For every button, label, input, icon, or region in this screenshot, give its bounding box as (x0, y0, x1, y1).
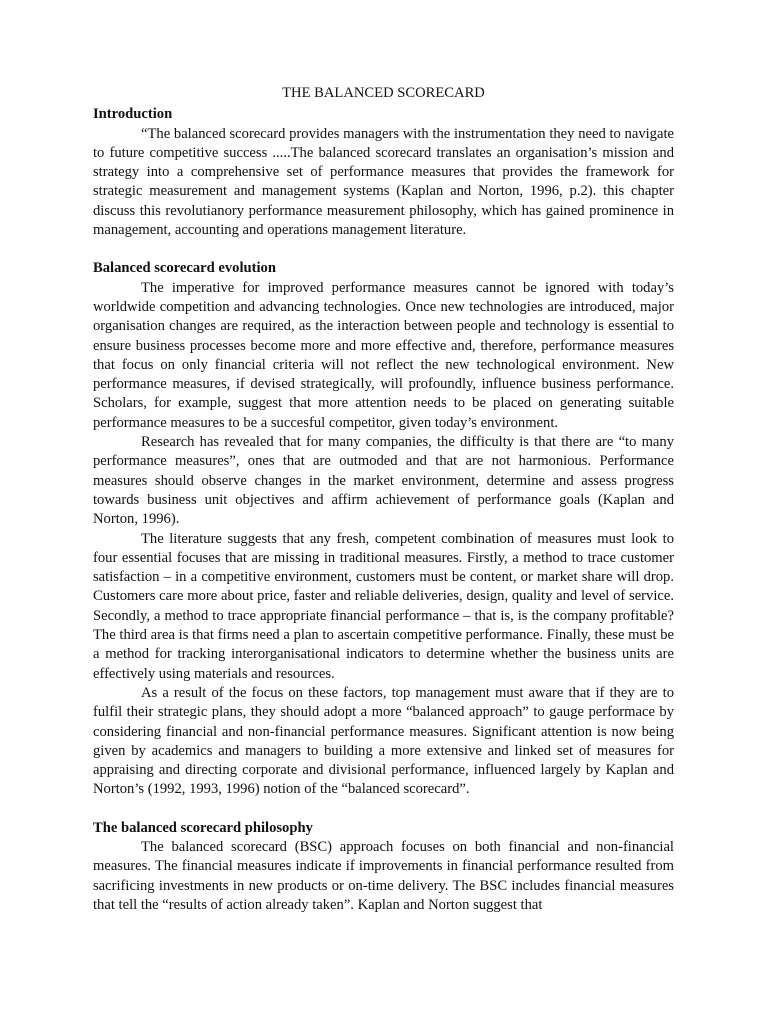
section-gap (93, 240, 674, 259)
section-heading-introduction: Introduction (93, 106, 173, 123)
paragraph: As a result of the focus on these factors, top management must aware that if they are to fulfil their strategic plans, they should adopt a more “balanced approach” to gauge performace by considering financial and non-financial performance measures. Significant attention is now being given by academics and managers to building a more extensive and linked set of measures for appraising and directing corporate and divisional performance, influenced largely by Kaplan and Norton’s (1992, 1993, 1996) notion of the “balanced scorecard”. (93, 684, 674, 798)
paragraph: The imperative for improved performance measures cannot be ignored with today’s worldwide competition and advancing technologies. Once new technologies are introduced, major organisation changes are required, as the interaction between people and technology is essential to ensure business processes become more and more effective and, therefore, performance measures that focus on only financial criteria will not reflect the new technological environment. New performance measures, if devised strategically, will profoundly, influence business performance. Scholars, for example, suggest that more attention needs to be placed on generating suitable performance measures to be a succesful competitor, given today’s environment. (93, 279, 674, 431)
paragraph: Research has revealed that for many companies, the difficulty is that there are “to many performance measures”, ones that are outmoded and that are not harmonious. Performance measures should observe changes in the market environment, determine and assess progress towards business unit objectives and affirm achievement of performance goals (Kaplan and Norton, 1996). (93, 434, 674, 528)
document-title: THE BALANCED SCORECARD (282, 85, 485, 101)
document-page (93, 84, 674, 915)
section-heading-philosophy: The balanced scorecard philosophy (93, 819, 313, 836)
paragraph: “The balanced scorecard provides managers with the instrumentation they need to navigate to future competitive success .....The balanced scorecard translates an organisation’s mission and strategy into a comprehensive set of performance measures that provides the framework for strategic measurement and management systems (Kaplan and Norton, 1996, p.2). this chapter discuss this revolutianory performance measurement philosophy, which has gained prominence in management, accounting and operations management literature. (93, 125, 674, 239)
section-heading-evolution: Balanced scorecard evolution (93, 260, 276, 277)
paragraph: The balanced scorecard (BSC) approach focuses on both financial and non-financial measures. The financial measures indicate if improvements in financial performance resulted from sacrificing investments in new products or on-time delivery. The BSC includes financial measures that tell the “results of action already taken”. Kaplan and Norton suggest that (93, 838, 674, 913)
section-gap (93, 800, 674, 819)
paragraph: The literature suggests that any fresh, competent combination of measures must look to four essential focuses that are missing in traditional measures. Firstly, a method to trace customer satisfaction – in a competitive environment, customers must be content, or market share will drop. Customers care more about price, faster and reliable deliveries, design, quality and level of service. Secondly, a method to trace appropriate financial performance – that is, is the company profitable? The third area is that firms need a plan to ascertain competitive performance. Finally, these must be a method for tracking interorganisational indicators to determine whether the business units are effectively using materials and resources. (93, 530, 674, 682)
